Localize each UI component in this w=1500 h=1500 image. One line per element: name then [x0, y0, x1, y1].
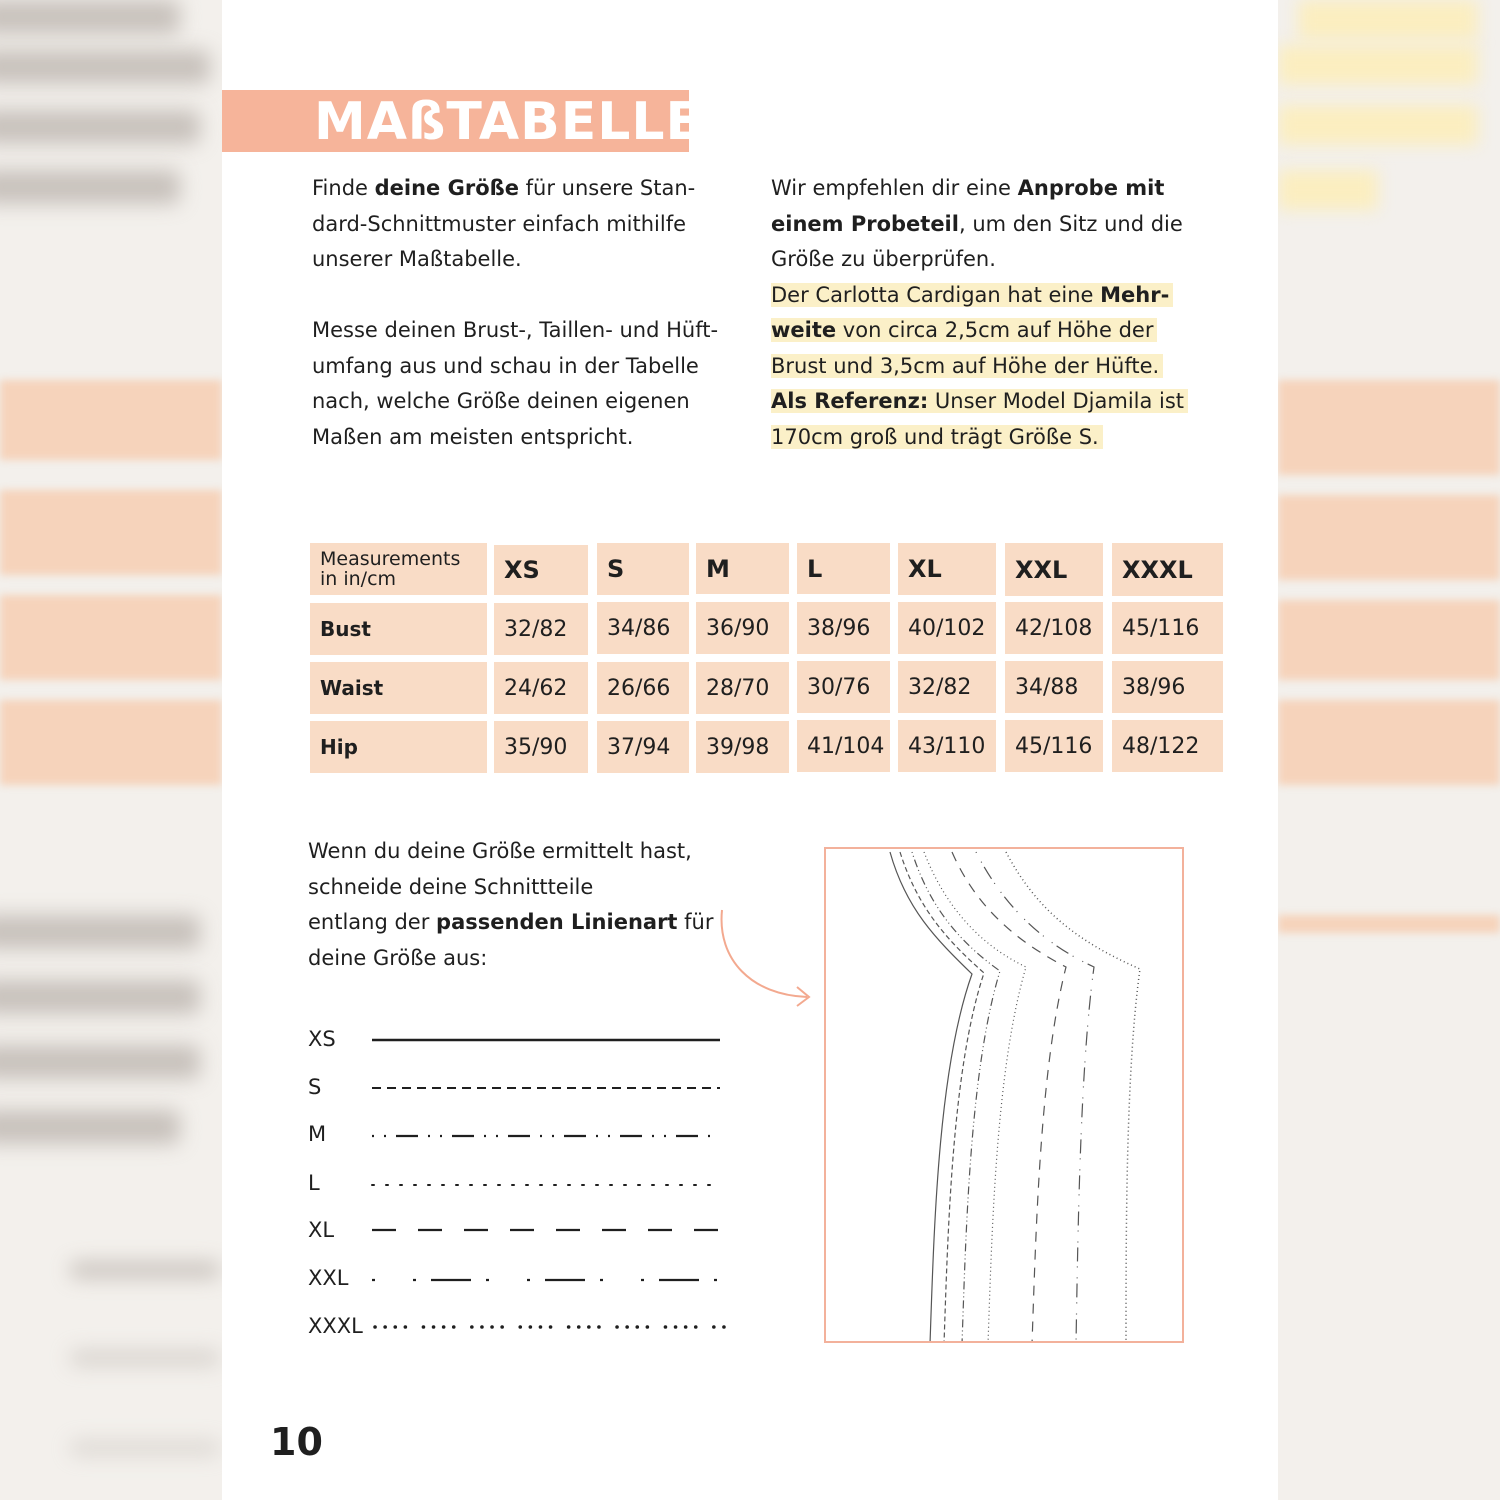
table-row-label-hip: Hip	[310, 721, 487, 773]
table-cell: 32/82	[494, 603, 588, 655]
intro-right-line: Brust und 3,5cm auf Höhe der Hüfte.	[771, 349, 1211, 385]
table-header-xxl: XXL	[1005, 543, 1103, 596]
spacer	[312, 278, 742, 314]
table-cell: 43/110	[898, 720, 996, 772]
intro-left-line: Messe deinen Brust-, Taillen- und Hüft-	[312, 318, 719, 342]
line-style-legend	[367, 1020, 737, 1350]
legend-intro-line: deine Größe aus:	[308, 945, 488, 970]
intro-right-line: Der Carlotta Cardigan hat eine Mehr-	[771, 278, 1211, 314]
table-cell: 45/116	[1112, 602, 1223, 654]
pattern-illustration	[824, 847, 1184, 1343]
table-row-label-waist: Waist	[310, 662, 487, 714]
title-bar	[222, 90, 703, 152]
table-cell: 32/82	[898, 661, 996, 713]
pattern-line-xl	[952, 852, 1066, 1341]
intro-right-line: Wir empfehlen dir eine Anprobe mit	[771, 176, 1165, 200]
table-header-m: M	[696, 543, 789, 594]
background-page-right	[1278, 0, 1500, 1500]
intro-right-line: Größe zu überprüfen.	[771, 247, 996, 271]
legend-intro-line: entlang der passenden Linienart für	[308, 910, 714, 934]
page-title: MAßTABELLE	[314, 92, 703, 152]
legend-intro	[308, 834, 728, 976]
legend-label-xl: XL	[308, 1218, 335, 1242]
pattern-line-xxl	[976, 852, 1094, 1341]
table-cell: 41/104	[797, 720, 890, 772]
legend-label-xxxl: XXXL	[308, 1314, 363, 1338]
intro-right-line: Als Referenz: Unser Model Djamila ist	[771, 384, 1211, 420]
intro-right	[771, 171, 1211, 455]
table-cell: 42/108	[1005, 602, 1103, 654]
legend-label-xxl: XXL	[308, 1266, 349, 1290]
table-cell: 37/94	[597, 721, 689, 773]
page	[222, 0, 1278, 1500]
page-number: 10	[270, 1420, 323, 1464]
table-header-xl: XL	[898, 543, 996, 595]
table-cell: 26/66	[597, 662, 689, 714]
intro-left-line: nach, welche Größe deinen eigenen	[312, 389, 690, 413]
intro-left-line: dard-Schnittmuster einfach mithilfe	[312, 211, 687, 236]
table-cell: 40/102	[898, 602, 996, 654]
table-cell: 30/76	[797, 661, 890, 713]
pattern-line-l	[924, 852, 1026, 1341]
table-row-label-bust: Bust	[310, 603, 487, 655]
table-cell: 36/90	[696, 602, 789, 654]
table-cell: 38/96	[1112, 661, 1223, 713]
table-cell: 48/122	[1112, 720, 1223, 772]
pattern-lines	[826, 849, 1182, 1341]
legend-intro-line: schneide deine Schnittteile	[308, 874, 594, 899]
table-cell: 35/90	[494, 721, 588, 773]
legend-intro-line: Wenn du deine Größe ermittelt hast,	[308, 839, 692, 863]
intro-left-line: umfang aus und schau in der Tabelle	[312, 353, 699, 378]
legend-label-l: L	[308, 1171, 320, 1195]
table-header-xxxl: XXXL	[1112, 543, 1223, 596]
intro-left-line: Maßen am meisten entspricht.	[312, 424, 634, 449]
intro-right-line: weite von circa 2,5cm auf Höhe der	[771, 313, 1211, 349]
table-header-measurements: Measurements in in/cm	[310, 543, 487, 595]
table-cell: 34/88	[1005, 661, 1103, 713]
intro-left-line: unserer Maßtabelle.	[312, 247, 522, 271]
intro-right-line: 170cm groß und trägt Größe S.	[771, 420, 1211, 456]
pattern-line-xxxl	[1006, 852, 1140, 1341]
table-cell: 24/62	[494, 662, 588, 714]
pattern-line-s	[900, 852, 984, 1341]
pattern-line-xs	[890, 852, 972, 1341]
intro-right-line: einem Probeteil, um den Sitz und die	[771, 211, 1183, 236]
table-header-l: L	[797, 543, 890, 594]
table-cell: 38/96	[797, 602, 890, 654]
intro-left	[312, 171, 742, 455]
intro-left-line: Finde deine Größe für unsere Stan-	[312, 176, 696, 200]
legend-label-s: S	[308, 1075, 322, 1099]
table-cell: 34/86	[597, 602, 689, 654]
table-header-xs: XS	[494, 545, 588, 595]
table-cell: 39/98	[696, 721, 789, 773]
table-cell: 28/70	[696, 662, 789, 714]
background-page-left	[0, 0, 222, 1500]
table-cell: 45/116	[1005, 720, 1103, 772]
legend-label-m: M	[308, 1122, 327, 1146]
table-header-s: S	[597, 543, 689, 595]
pattern-line-m	[912, 852, 1000, 1341]
legend-label-xs: XS	[308, 1027, 336, 1051]
curved-arrow-icon	[712, 905, 822, 1015]
